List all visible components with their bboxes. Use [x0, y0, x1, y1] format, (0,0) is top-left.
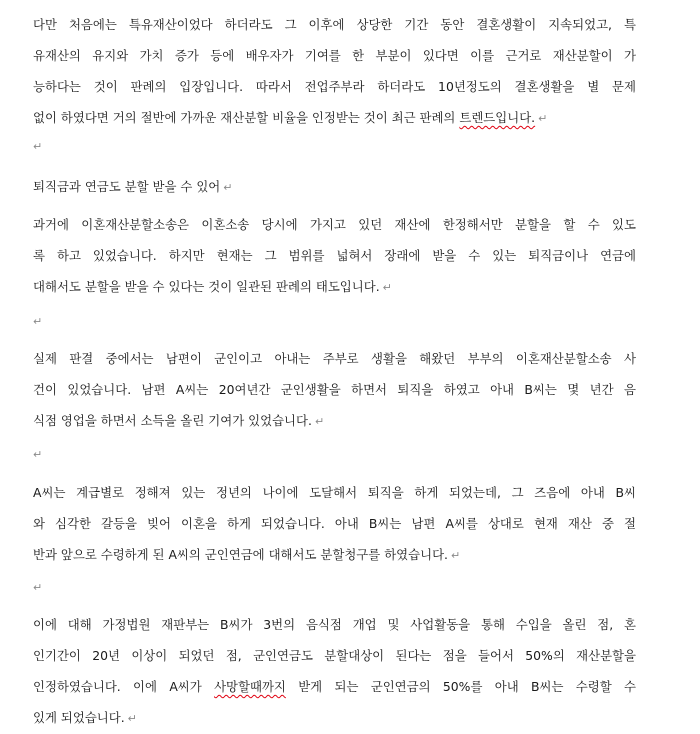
paragraph-mark-icon: ↵ [538, 112, 548, 125]
paragraph-mark-icon: ↵ [33, 140, 43, 153]
paragraph-5 [33, 609, 636, 733]
paragraph-3-line-1: 실제 판결 중에서는 남편이 군인이고 아내는 주부로 생활을 해왔던 부부의 이혼재산분할소송 사 [33, 351, 636, 366]
paragraph-4-line-1: A씨는 계급별로 정해져 있는 정년의 나이에 도달해서 퇴직을 하게 되었는데, 그 즈음에 아내 B씨 [33, 485, 636, 500]
paragraph-1 [33, 9, 636, 133]
paragraph-3 [33, 343, 636, 436]
spellcheck-word-until-death: 사망할때까지 [214, 679, 286, 694]
paragraph-5-line-3-text-a: 인정하였습니다. 이에 A씨가 [33, 679, 215, 694]
paragraph-2-line-3-text: 대해서도 분할을 받을 수 있다는 것이 일관된 판례의 태도입니다. [33, 279, 380, 294]
section-heading [33, 178, 232, 197]
paragraph-4-line-3-text: 반과 앞으로 수령하게 된 A씨의 군인연금에 대해서도 분할청구를 하였습니다. [33, 547, 448, 562]
paragraph-mark-icon: ↵ [382, 281, 392, 294]
section-heading-text: 퇴직금과 연금도 분할 받을 수 있어 [33, 179, 221, 194]
paragraph-2-line-3 [33, 271, 636, 302]
paragraph-mark-icon: ↵ [33, 315, 43, 328]
paragraph-1-line-3: 능하다는 것이 판례의 입장입니다. 따라서 전업주부라 하더라도 10년정도의 결혼생활을 별 문제 [33, 79, 636, 94]
paragraph-4 [33, 477, 636, 570]
paragraph-1-line-2: 유재산의 유지와 가치 증가 등에 배우자가 기여를 한 부분이 있다면 이를 근거로 재산분할이 가 [33, 48, 636, 63]
paragraph-mark-icon: ↵ [314, 415, 325, 428]
paragraph-mark-icon: ↵ [223, 181, 233, 194]
paragraph-5-line-4-text: 있게 되었습니다. [33, 710, 125, 725]
paragraph-3-line-3-text: 식점 영업을 하면서 소득을 올린 기여가 있었습니다. [33, 413, 312, 428]
paragraph-mark-icon: ↵ [33, 448, 43, 461]
spellcheck-word-trend: 트렌드입니다. [459, 110, 536, 125]
paragraph-5-line-4 [33, 702, 636, 733]
paragraph-4-line-2: 와 심각한 갈등을 빚어 이혼을 하게 되었습니다. 아내 B씨는 남편 A씨를 상대로 현재 재산 중 절 [33, 516, 636, 531]
paragraph-1-line-4 [33, 102, 636, 133]
paragraph-2-line-1: 과거에 이혼재산분할소송은 이혼소송 당시에 가지고 있던 재산에 한정해서만 분할을 할 수 있도 [33, 217, 636, 232]
paragraph-2-line-2: 록 하고 있었습니다. 하지만 현재는 그 범위를 넓혀서 장래에 받을 수 있는 퇴직금이나 연금에 [33, 248, 636, 263]
paragraph-mark-icon: ↵ [127, 712, 137, 725]
paragraph-4-line-3 [33, 539, 636, 570]
paragraph-3-line-3 [33, 405, 636, 436]
paragraph-5-line-3 [33, 671, 636, 702]
paragraph-2 [33, 209, 636, 302]
paragraph-mark-icon: ↵ [450, 549, 461, 562]
paragraph-1-line-4-text: 없이 하였다면 거의 절반에 가까운 재산분할 비율을 인정받는 것이 최근 판례의 [33, 110, 460, 125]
paragraph-3-line-2: 건이 있었습니다. 남편 A씨는 20여년간 군인생활을 하면서 퇴직을 하였고 아내 B씨는 몇 년간 음 [33, 382, 636, 397]
paragraph-1-line-1: 다만 처음에는 특유재산이었다 하더라도 그 이후에 상당한 기간 동안 결혼생활이 지속되었고, 특 [33, 17, 636, 32]
paragraph-5-line-3-text-c: 받게 되는 군인연금의 50%를 아내 B씨는 수령할 수 [285, 679, 636, 694]
paragraph-5-line-2: 인기간이 20년 이상이 되었던 점, 군인연금도 분할대상이 된다는 점을 들어서 50%의 재산분할을 [33, 648, 636, 663]
paragraph-5-line-1: 이에 대해 가정법원 재판부는 B씨가 3번의 음식점 개업 및 사업활동을 통해 수입을 올린 점, 혼 [33, 617, 636, 632]
paragraph-mark-icon: ↵ [33, 581, 43, 594]
